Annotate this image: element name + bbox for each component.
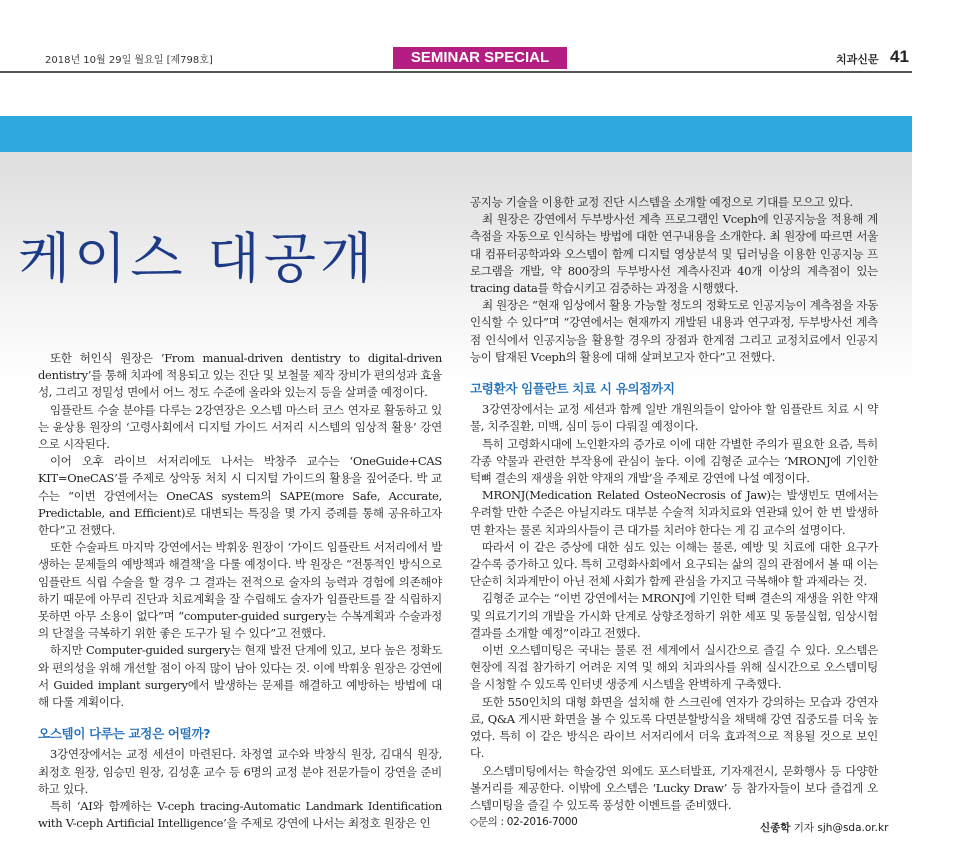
paragraph: 이어 오후 라이브 서저리에도 나서는 박창주 교수는 ‘OneGuide+CAS KIT=OneCAS’를 주제로 상악동 처치 시 디지털 가이드의 활용을 짚어준다. 박 교수는 “이번 강연에서는 OneCAS system의 SAPE(more Safe, Accurate, Predictable, and Efficient)로 대변되는 특징을 몇 가지 증례를 통해 공유하고자 한다”고 전했다. [38,454,442,538]
reporter-role: 기자 [793,822,815,834]
paragraph: 최 원장은 강연에서 두부방사선 계측 프로그램인 Vceph에 인공지능을 적용해 계측점을 자동으로 인식하는 방법에 대한 연구내용을 소개한다. 최 원장에 따르면 서울대 컴퓨터공학과와 오스템이 함께 디지털 영상분석 및 딥러닝을 이용한 인공지능 프로그램을 개발, 약 800장의 두부방사선 계측사진과 40개 이상의 계측점이 있는 tracing data를 학습시키고 검증하는 과정을 시행했다. [470,212,878,296]
reporter-name: 신종학 [760,822,791,834]
paragraph: 김형준 교수는 “이번 강연에서는 MRONJ에 기인한 턱뼈 결손의 재생을 위한 약재 및 의료기기의 개발을 가시화 단계로 상향조정하기 위한 세포 및 동물실험, 임상시험 결과를 소개할 예정”이라고 전했다. [470,591,878,640]
paragraph: 공지능 기술을 이용한 교정 진단 시스템을 소개할 예정으로 기대를 모으고 있다. [470,195,853,209]
page-header [0,45,912,73]
paragraph: 최 원장은 “현재 임상에서 활용 가능할 정도의 정확도로 인공지능이 계측점을 자동 인식할 수 있다”며 “강연에서는 현재까지 개발된 내용과 연구과정, 두부방사선 계측점 인식에서 인공지능을 활용할 경우의 장점과 한계점 그리고 교정치료에서 인공지능이 탑재된 Vceph의 활용에 대해 살펴보고자 한다”고 전했다. [470,298,878,364]
paragraph: 3강연장에서는 교정 세션과 함께 일반 개원의들이 알아야 할 임플란트 치료 시 약물, 치주질환, 미백, 심미 등이 다뤄질 예정이다. [470,402,878,434]
reporter-email: sjh@sda.or.kr [817,822,889,834]
title-banner [0,116,912,152]
article-column-right [470,194,878,831]
byline [760,820,888,835]
article-column-left [38,350,442,832]
paragraph: 따라서 이 같은 증상에 대한 심도 있는 이해는 물론, 예방 및 치료에 대한 요구가 갈수록 증가하고 있다. 특히 고령화사회에서 요구되는 삶의 질의 관점에서 볼 때 이는 단순히 치과계만이 아닌 전체 사회가 함께 관심을 가지고 극복해야 할 과제라는 것. [470,539,878,589]
paragraph: 특히 ‘AI와 함께하는 V-ceph tracing-Automatic Landmark Identification with V-ceph Artificial Intelligence’을 주제로 강연에 나서는 최정호 원장은 인 [38,799,442,831]
publication-name: 치과신문 [836,53,879,66]
paragraph: 또한 수술파트 마지막 강연에서는 박휘웅 원장이 ‘가이드 임플란트 서저리에서 발생하는 문제들의 예방책과 해결책’을 다룰 예정이다. 박 원장은 “전통적인 방식으로 임플란트 식립 수술을 할 경우 그 결과는 전적으로 술자의 능력과 경험에 의존해야 하기 때문에 아무리 진단과 치료계획을 잘 수립해도 술자가 임플란트를 잘 식립하지 못하면 아무 소용이 없다”며 “computer-guided surgery는 수복계획과 수술과정의 단절을 극복하기 위한 좋은 도구가 될 수 있다”고 전했다. [38,540,442,641]
paragraph: 오스템미팅에서는 학술강연 외에도 포스터발표, 기자재전시, 문화행사 등 다양한 볼거리를 제공한다. 이밖에 오스템은 ‘Lucky Draw’ 등 참가자들이 보다 즐겁게 오스템미팅을 즐길 수 있도록 풍성한 이벤트를 준비했다. [470,763,878,812]
paragraph: 하지만 Computer-guided surgery는 현재 발전 단계에 있고, 보다 높은 정확도와 편의성을 위해 개선할 점이 아직 많이 남아 있다는 것. 이에 박휘웅 원장은 강연에서 Guided implant surgery에서 발생하는 문제를 해결하고 예방하는 방법에 대해 다룰 계획이다. [38,643,442,710]
paragraph: MRONJ(Medication Related OsteoNecrosis of Jaw)는 발생빈도 면에서는 우려할 만한 수준은 아닐지라도 대부분 수술적 치과치료와 연관돼 있어 한 번 발생하면 환자는 물론 치과의사들이 큰 대가를 치러야 한다는 게 김 교수의 설명이다. [470,488,878,537]
issue-date: 2018년 10월 29일 월요일 [제798호] [45,55,213,66]
article-title: 케이스 대공개 [18,227,377,291]
subheading-orthodontics: 오스템이 다루는 교정은 어떨까? [38,726,211,742]
paragraph: 3강연장에서는 교정 세션이 마련된다. 차정열 교수와 박창식 원장, 김대식 원장, 최정호 원장, 임승민 원장, 김성훈 교수 등 6명의 교정 분야 전문가들이 강연을 준비하고 있다. [38,747,442,796]
paragraph: 또한 허인식 원장은 ‘From manual-driven dentistry to digital-driven dentistry’를 통해 치과에 적용되고 있는 진단 및 보철물 제작 장비가 편의성과 효율성, 그리고 정밀성 면에서 어느 정도 수준에 올라와 있는지 등을 살펴줄 예정이다. [38,351,442,400]
paragraph: 이번 오스템미팅은 국내는 물론 전 세계에서 실시간으로 즐길 수 있다. 오스템은 현장에 직접 참가하기 어려운 지역 및 해외 치과의사를 위해 실시간으로 오스템미팅을 시청할 수 있도록 인터넷 생중계 시스템을 완벽하게 구축했다. [470,643,878,692]
paragraph: 또한 550인치의 대형 화면을 설치해 한 스크린에 연자가 강의하는 모습과 강연자료, Q&A 게시판 화면을 볼 수 있도록 다면분할방식을 채택해 강연 집중도를 더욱 높였다. 특히 이 같은 방식은 라이브 서저리에서 더욱 효과적으로 적용될 것으로 보인다. [470,694,878,761]
paragraph: 특히 고령화시대에 노인환자의 증가로 이에 대한 각별한 주의가 필요한 요즘, 특히 각종 약물과 관련한 부작용에 관심이 높다. 이에 김형준 교수는 ‘MRONJ에 기인한 턱뼈 결손의 재생을 위한 약재의 개발’을 주제로 강연에 나설 예정이다. [470,436,878,486]
subheading-elderly-implant: 고령환자 임플란트 치료 시 유의점까지 [470,381,675,397]
page-number: 41 [890,47,909,66]
paragraph: 임플란트 수술 분야를 다루는 2강연장은 오스템 마스터 코스 연자로 활동하고 있는 윤상용 원장의 ‘고령사회에서 디지털 가이드 서저리 시스템의 임상적 활용’ 강연으로 시작된다. [38,402,442,452]
section-label: SEMINAR SPECIAL [393,47,567,69]
contact-info: ◇문의 : 02-2016-7000 [470,816,578,829]
